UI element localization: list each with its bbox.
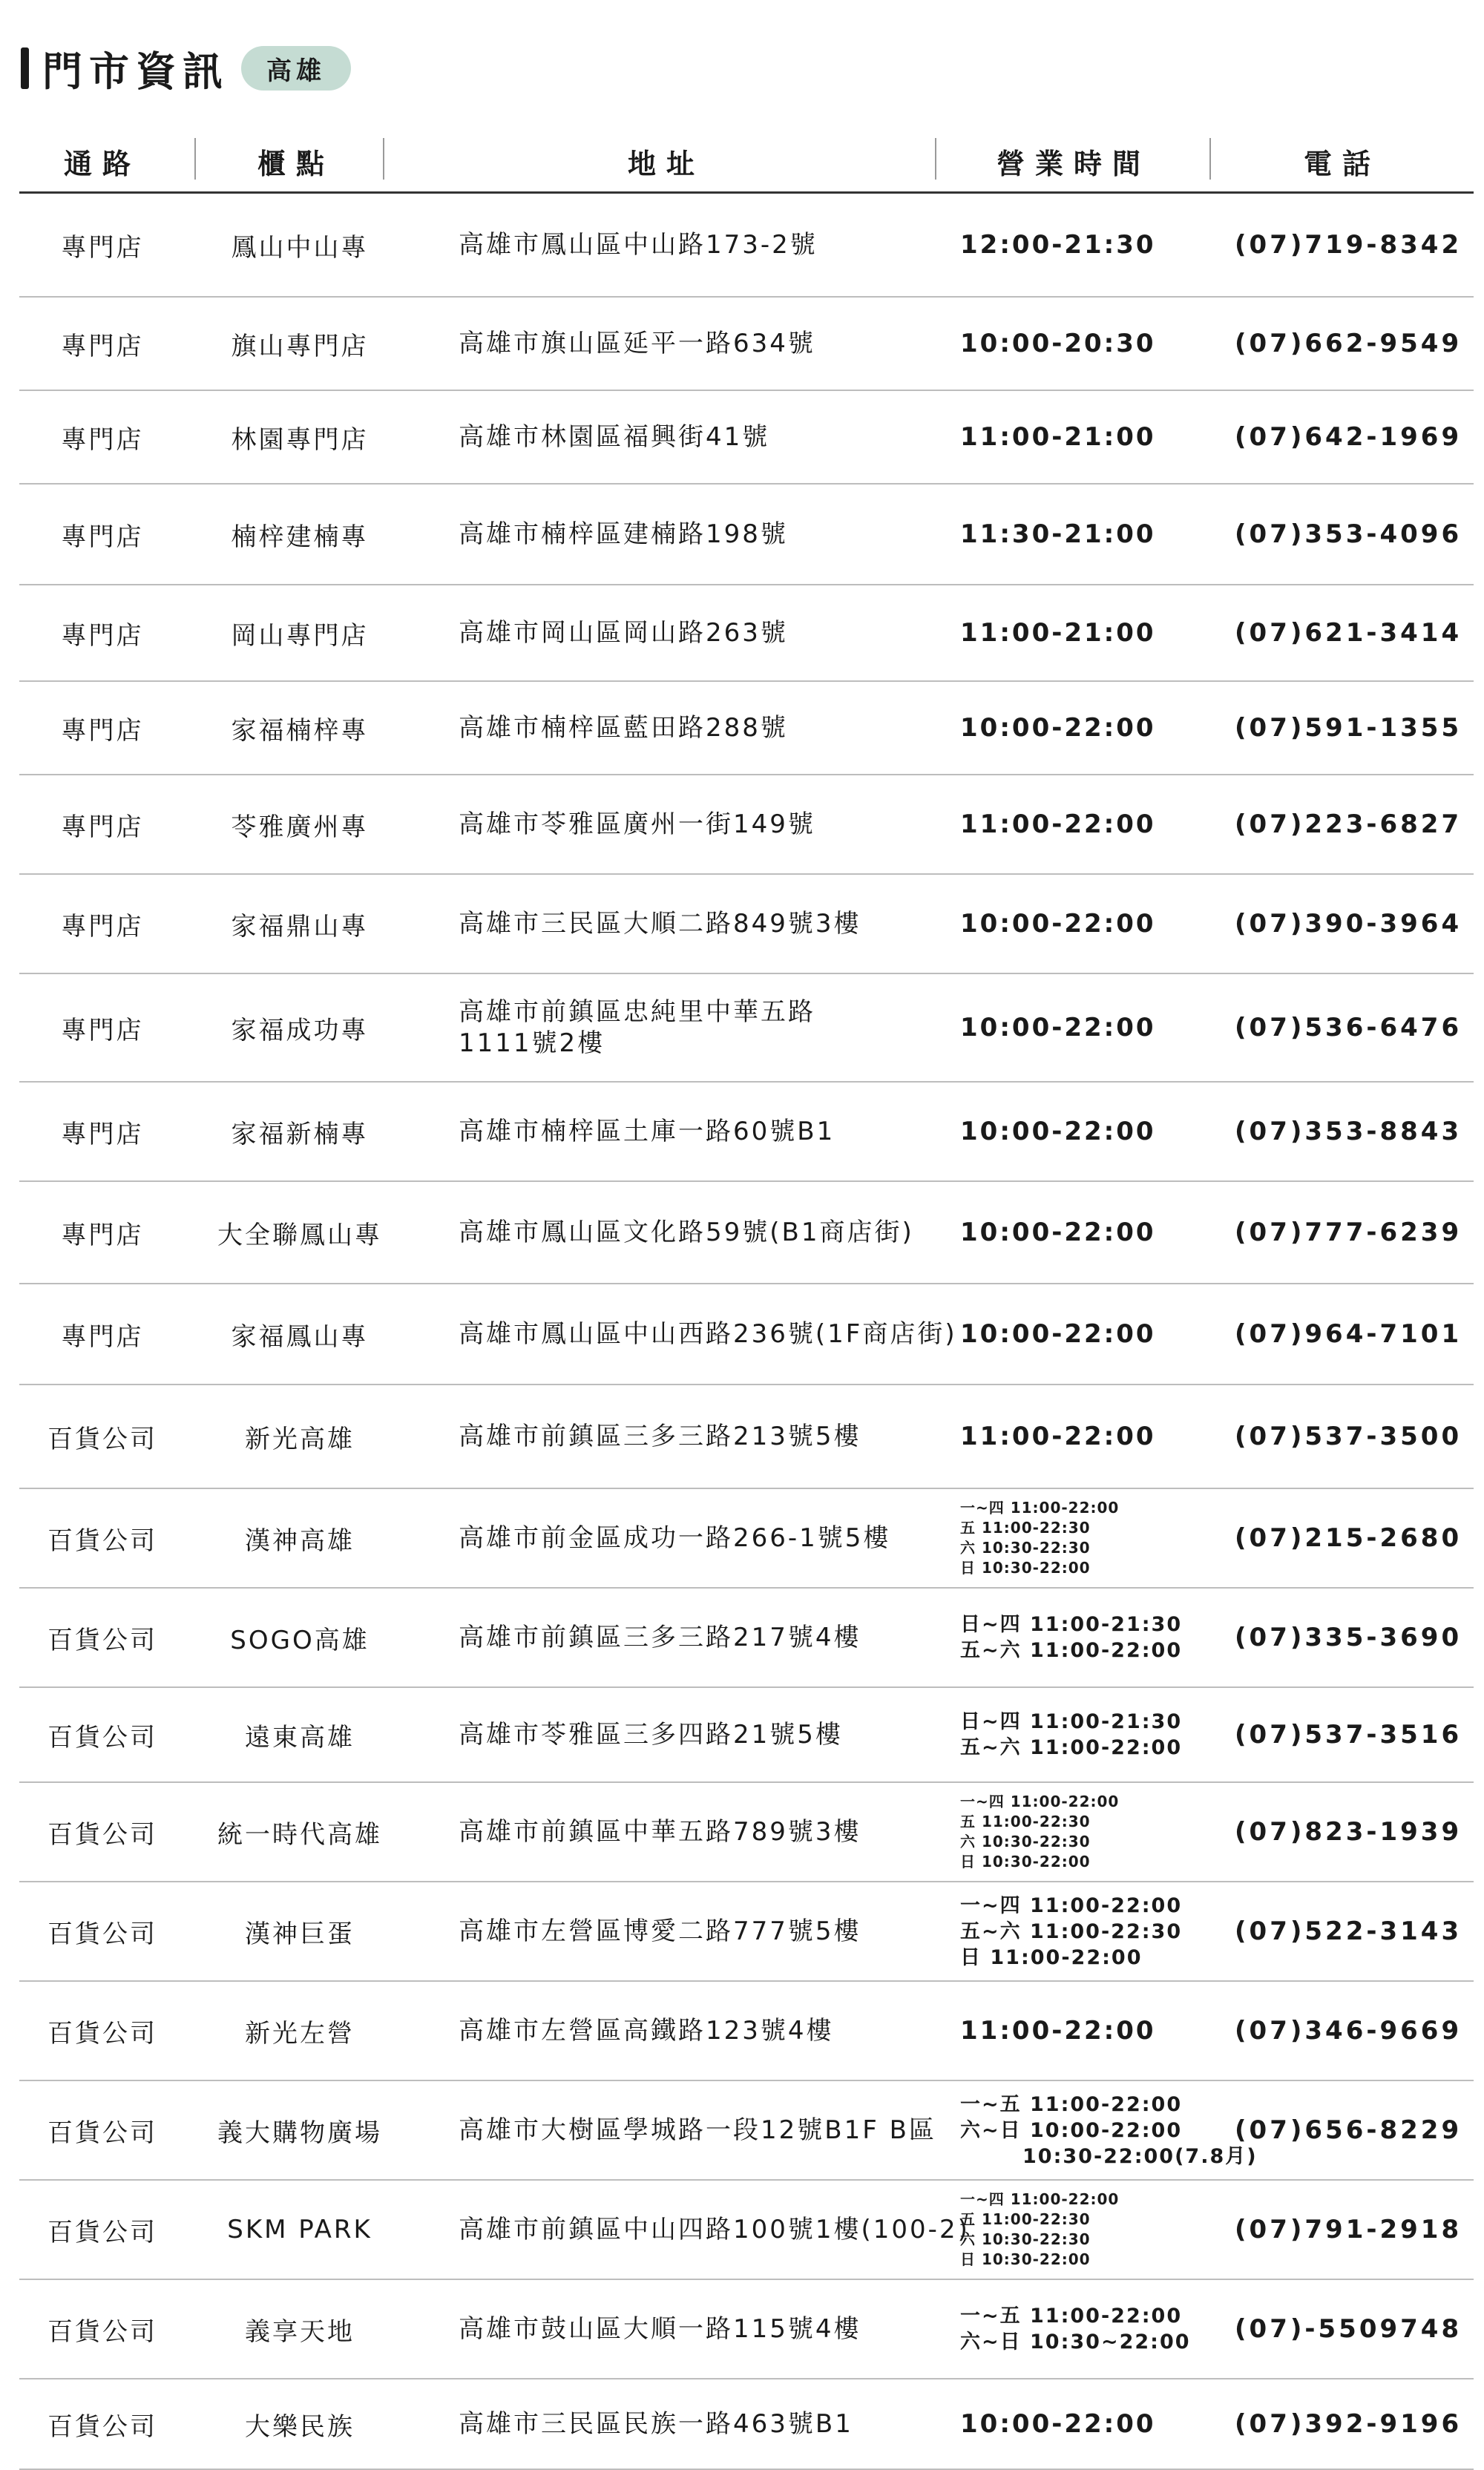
store-name-cell: SKM PARK: [227, 2215, 372, 2244]
hours-cell: 10:00-22:00: [960, 713, 1156, 743]
hours-line-text: 日~四 11:00-21:30: [960, 1710, 1183, 1733]
address-cell: 高雄市岡山區岡山路263號: [459, 618, 788, 648]
channel-cell: 百貨公司: [47, 1722, 157, 1753]
store-name-cell: 新光高雄: [245, 1424, 355, 1454]
table-row: [19, 1385, 1474, 1489]
hours-cell: 10:00-22:00: [960, 2409, 1156, 2439]
hours-line: [960, 2092, 1258, 2118]
hours-line-text: 日 10:30-22:00: [960, 2250, 1091, 2268]
hours-line: [960, 1498, 1119, 1518]
store-name-cell: 苓雅廣州專: [231, 812, 369, 842]
channel-cell: 專門店: [61, 715, 144, 746]
channel-cell: 專門店: [61, 1119, 144, 1149]
hours-cell: 10:00-22:00: [960, 909, 1156, 939]
hours-line: [960, 1945, 1182, 1971]
column-header-channel: 通路: [63, 147, 141, 180]
hours-line-text: 一~五 11:00-22:00: [960, 2092, 1183, 2116]
phone-cell: (07)390-3964: [1235, 909, 1462, 939]
table-row: [19, 485, 1474, 585]
store-name-cell: 大樂民族: [245, 2411, 355, 2442]
store-name-cell: 林園專門店: [231, 424, 369, 455]
channel-cell: 百貨公司: [47, 2316, 157, 2347]
address-cell: 高雄市左營區博愛二路777號5樓: [459, 1916, 861, 1946]
channel-cell: 專門店: [61, 331, 144, 361]
table-row: [19, 775, 1474, 875]
channel-cell: 百貨公司: [47, 1919, 157, 1949]
table-row: [19, 682, 1474, 775]
hours-line: [960, 1538, 1119, 1558]
hours-line: [960, 1852, 1119, 1872]
hours-cell: 11:00-22:00: [960, 1422, 1156, 1451]
channel-cell: 百貨公司: [47, 1819, 157, 1850]
table-row: [19, 1489, 1474, 1589]
phone-cell: (07)642-1969: [1235, 422, 1462, 452]
phone-cell: (07)335-3690: [1235, 1623, 1462, 1652]
hours-line-text: 六 10:30-22:30: [960, 1539, 1091, 1557]
table-row: [19, 391, 1474, 485]
store-name-cell: 家福鳳山專: [231, 1321, 369, 1352]
address-cell: 高雄市林園區福興街41號: [459, 422, 770, 452]
table-row: [19, 2181, 1474, 2280]
table-row: [19, 1083, 1474, 1182]
address-cell: 高雄市苓雅區廣州一街149號: [459, 809, 815, 839]
hours-cell: 12:00-21:30: [960, 230, 1156, 260]
table-header: [19, 132, 1474, 194]
hours-cell: [960, 2181, 1227, 2279]
hours-line: [960, 1735, 1182, 1761]
hours-cell: [960, 1783, 1227, 1881]
phone-cell: (07)791-2918: [1235, 2215, 1462, 2244]
hours-line-text: 六 10:30-22:30: [960, 2230, 1091, 2248]
address-cell: 高雄市三民區民族一路463號B1: [459, 2409, 853, 2439]
hours-line-text: 日~四 11:00-21:30: [960, 1613, 1183, 1636]
hours-cell: [960, 1589, 1227, 1686]
phone-cell: (07)662-9549: [1235, 329, 1462, 358]
hours-cell: [960, 1882, 1227, 1980]
phone-cell: (07)823-1939: [1235, 1817, 1462, 1847]
region-badge: 高雄: [241, 46, 351, 91]
address-line: 1111號2樓: [459, 1028, 605, 1058]
hours-line-text: 一~五 11:00-22:00: [960, 2305, 1183, 2328]
hours-line-text: 五~六 11:00-22:30: [960, 1919, 1183, 1943]
channel-cell: 專門店: [61, 232, 144, 263]
phone-cell: (07)621-3414: [1235, 618, 1462, 648]
hours-line-text: 日 11:00-22:00: [960, 1945, 1143, 1969]
channel-cell: 百貨公司: [47, 1424, 157, 1454]
hours-line: [960, 1919, 1182, 1945]
hours-cell: 10:00-22:00: [960, 1013, 1156, 1042]
hours-cell: [960, 1489, 1227, 1587]
hours-line: [960, 1832, 1119, 1852]
hours-line-text: 六 10:30-22:30: [960, 1833, 1091, 1850]
table-row: [19, 585, 1474, 682]
hours-cell: [960, 2280, 1227, 2378]
store-name-cell: 家福楠梓專: [231, 715, 369, 746]
store-name-cell: SOGO高雄: [230, 1625, 370, 1655]
address-line: 高雄市前鎮區忠純里中華五路: [459, 997, 815, 1027]
channel-cell: 百貨公司: [47, 2217, 157, 2247]
table-row: [19, 194, 1474, 298]
store-name-cell: 岡山專門店: [231, 620, 369, 651]
hours-line: [960, 2329, 1191, 2355]
store-name-cell: 義享天地: [245, 2316, 355, 2347]
hours-line: [960, 2303, 1191, 2329]
store-name-cell: 楠梓建楠專: [231, 522, 369, 552]
channel-cell: 百貨公司: [47, 1525, 157, 1556]
phone-cell: (07)-5509748: [1235, 2314, 1462, 2344]
store-name-cell: 家福成功專: [231, 1015, 369, 1045]
address-cell: 高雄市鼓山區大順一路115號4樓: [459, 2314, 861, 2344]
hours-line-text: 六~日 10:30~22:00: [960, 2331, 1191, 2354]
address-cell: 高雄市鳳山區中山西路236號(1F商店街): [459, 1319, 957, 1349]
channel-cell: 專門店: [61, 1220, 144, 1250]
hours-line: [960, 1893, 1182, 1919]
channel-cell: 專門店: [61, 1015, 144, 1045]
hours-line-text: 五 11:00-22:30: [960, 1519, 1091, 1537]
channel-cell: 專門店: [61, 620, 144, 651]
store-name-cell: 遠東高雄: [245, 1722, 355, 1753]
phone-cell: (07)964-7101: [1235, 1319, 1462, 1349]
column-header-store: 櫃點: [257, 147, 335, 180]
hours-line-text: 一~四 11:00-22:00: [960, 2190, 1120, 2208]
hours-cell: [960, 1688, 1227, 1781]
phone-cell: (07)392-9196: [1235, 2409, 1462, 2439]
hours-line: [960, 1812, 1119, 1832]
hours-line: [960, 1518, 1119, 1538]
phone-cell: (07)223-6827: [1235, 809, 1462, 839]
channel-cell: 專門店: [61, 1321, 144, 1352]
store-name-cell: 統一時代高雄: [217, 1819, 382, 1850]
phone-cell: (07)719-8342: [1235, 230, 1462, 260]
hours-cell: 10:00-22:00: [960, 1117, 1156, 1146]
hours-line: [960, 2230, 1119, 2250]
hours-line: [960, 1638, 1182, 1663]
phone-cell: (07)591-1355: [1235, 713, 1462, 743]
hours-cell: 11:00-21:00: [960, 618, 1156, 648]
phone-cell: (07)353-4096: [1235, 519, 1462, 549]
phone-cell: (07)656-8229: [1235, 2115, 1462, 2145]
address-cell: 高雄市鳳山區文化路59號(B1商店街): [459, 1218, 914, 1247]
hours-line: [960, 1558, 1119, 1578]
hours-line-text: 五 11:00-22:30: [960, 1813, 1091, 1830]
hours-line: [960, 1612, 1182, 1638]
channel-cell: 百貨公司: [47, 1625, 157, 1655]
address-cell: 高雄市前鎮區中山四路100號1樓(100-2): [459, 2215, 970, 2244]
table-row: [19, 2280, 1474, 2379]
hours-line: [960, 2190, 1119, 2210]
table-row: [19, 2379, 1474, 2470]
phone-cell: (07)353-8843: [1235, 1117, 1462, 1146]
table-row: [19, 1982, 1474, 2081]
phone-cell: (07)777-6239: [1235, 1218, 1462, 1247]
table-row: [19, 875, 1474, 974]
table-row: [19, 1182, 1474, 1284]
hours-note: (7.8月): [1175, 2144, 1258, 2168]
store-name-cell: 家福鼎山專: [231, 911, 369, 942]
column-header-address: 地址: [627, 147, 705, 180]
hours-line-text: 六~日 10:00-22:00: [960, 2118, 1183, 2142]
address-cell: 高雄市前金區成功一路266-1號5樓: [459, 1523, 891, 1553]
channel-cell: 專門店: [61, 424, 144, 455]
address-cell: 高雄市前鎮區三多三路213號5樓: [459, 1422, 861, 1451]
hours-cell: 10:00-20:30: [960, 329, 1156, 358]
hours-line-text: 一~四 11:00-22:00: [960, 1893, 1183, 1917]
table-row: [19, 974, 1474, 1083]
address-cell: 高雄市楠梓區藍田路288號: [459, 713, 788, 743]
phone-cell: (07)215-2680: [1235, 1523, 1462, 1553]
address-cell: 高雄市三民區大順二路849號3樓: [459, 909, 861, 939]
channel-cell: 百貨公司: [47, 2018, 157, 2049]
hours-cell: 10:00-22:00: [960, 1319, 1156, 1349]
hours-cell: [960, 2081, 1258, 2179]
hours-line-text: 10:30-22:00: [1022, 2144, 1175, 2168]
phone-cell: (07)536-6476: [1235, 1013, 1462, 1042]
store-name-cell: 家福新楠專: [231, 1119, 369, 1149]
table-body: [19, 194, 1474, 2470]
phone-cell: (07)522-3143: [1235, 1916, 1462, 1946]
column-header-phone: 電話: [1303, 147, 1381, 180]
hours-line-text: 五~六 11:00-22:00: [960, 1639, 1183, 1662]
address-cell: [459, 974, 993, 1081]
table-row: [19, 2081, 1474, 2181]
hours-line: [960, 1709, 1182, 1735]
store-name-cell: 漢神高雄: [245, 1525, 355, 1556]
hours-line: [960, 2250, 1119, 2270]
page-title: 門市資訊: [42, 47, 229, 95]
hours-line-text: 日 10:30-22:00: [960, 1559, 1091, 1577]
channel-cell: 百貨公司: [47, 2118, 157, 2148]
channel-cell: 專門店: [61, 812, 144, 842]
hours-cell: 10:00-22:00: [960, 1218, 1156, 1247]
table-row: [19, 1589, 1474, 1688]
address-cell: 高雄市苓雅區三多四路21號5樓: [459, 1720, 843, 1750]
channel-cell: 專門店: [61, 911, 144, 942]
table-row: [19, 1284, 1474, 1385]
hours-line-text: 五 11:00-22:30: [960, 2210, 1091, 2228]
hours-line: [960, 2144, 1258, 2170]
column-header-hours: 營業時間: [996, 147, 1151, 180]
hours-cell: 11:00-22:00: [960, 2016, 1156, 2046]
hours-line-text: 五~六 11:00-22:00: [960, 1736, 1183, 1759]
store-name-cell: 旗山專門店: [231, 331, 369, 361]
address-cell: 高雄市楠梓區建楠路198號: [459, 519, 788, 549]
channel-cell: 百貨公司: [47, 2411, 157, 2442]
hours-line-text: 日 10:30-22:00: [960, 1853, 1091, 1870]
store-table: [19, 132, 1474, 2470]
phone-cell: (07)346-9669: [1235, 2016, 1462, 2046]
channel-cell: 專門店: [61, 522, 144, 552]
hours-cell: 11:30-21:00: [960, 519, 1156, 549]
hours-line-text: 一~四 11:00-22:00: [960, 1793, 1120, 1810]
store-name-cell: 鳳山中山專: [231, 232, 369, 263]
table-row: [19, 1783, 1474, 1882]
address-cell: 高雄市鳳山區中山路173-2號: [459, 230, 818, 260]
address-cell: 高雄市左營區高鐵路123號4樓: [459, 2016, 834, 2046]
hours-line: [960, 1792, 1119, 1812]
address-cell: 高雄市大樹區學城路一段12號B1F B區: [459, 2115, 936, 2145]
page-header: [21, 46, 351, 95]
hours-line: [960, 2210, 1119, 2230]
hours-cell: 11:00-21:00: [960, 422, 1156, 452]
hours-line: [960, 2118, 1258, 2144]
hours-cell: 11:00-22:00: [960, 809, 1156, 839]
title-accent-bar: [21, 47, 29, 89]
store-name-cell: 漢神巨蛋: [245, 1919, 355, 1949]
store-name-cell: 新光左營: [245, 2018, 355, 2049]
address-cell: 高雄市楠梓區土庫一路60號B1: [459, 1117, 835, 1146]
address-cell: 高雄市旗山區延平一路634號: [459, 329, 815, 358]
store-name-cell: 大全聯鳳山專: [217, 1220, 382, 1250]
table-row: [19, 298, 1474, 391]
hours-line-text: 一~四 11:00-22:00: [960, 1499, 1120, 1517]
table-row: [19, 1882, 1474, 1982]
store-name-cell: 義大購物廣場: [217, 2118, 382, 2148]
address-cell: 高雄市前鎮區中華五路789號3樓: [459, 1817, 861, 1847]
address-cell: 高雄市前鎮區三多三路217號4樓: [459, 1623, 861, 1652]
phone-cell: (07)537-3500: [1235, 1422, 1462, 1451]
phone-cell: (07)537-3516: [1235, 1720, 1462, 1750]
table-row: [19, 1688, 1474, 1783]
